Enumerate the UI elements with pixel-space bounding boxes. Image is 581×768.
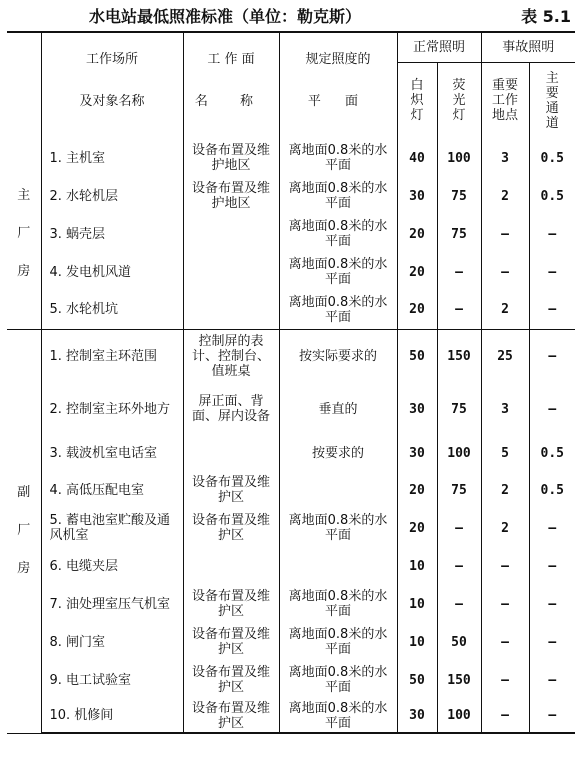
header-path-text: 主要通道 — [545, 70, 559, 131]
header-key-point — [481, 62, 529, 139]
path-cell: — — [529, 215, 575, 253]
path-cell: 0.5 — [529, 177, 575, 215]
plane-cell — [279, 471, 397, 509]
path-cell: — — [529, 329, 575, 383]
face-cell — [183, 547, 279, 585]
header-incand-text: 白炽灯 — [410, 78, 424, 124]
fluor-cell: 100 — [437, 435, 481, 471]
fluor-cell: 75 — [437, 471, 481, 509]
header-face — [183, 32, 279, 139]
plane-cell: 垂直的 — [279, 383, 397, 435]
incand-cell: 30 — [397, 177, 437, 215]
fluor-cell: — — [437, 291, 481, 329]
item-cell: 10. 机修间 — [41, 699, 183, 733]
key-cell: — — [481, 215, 529, 253]
plane-cell: 离地面0.8米的水平面 — [279, 509, 397, 547]
table-row — [7, 435, 575, 471]
plane-cell: 离地面0.8米的水平面 — [279, 661, 397, 699]
fluor-cell: 100 — [437, 699, 481, 733]
key-cell: 5 — [481, 435, 529, 471]
table-body — [7, 139, 575, 733]
key-cell: 3 — [481, 139, 529, 177]
plane-cell: 离地面0.8米的水平面 — [279, 139, 397, 177]
fluor-cell: 75 — [437, 383, 481, 435]
table-row — [7, 509, 575, 547]
illumination-table — [7, 31, 575, 734]
item-cell: 2. 水轮机层 — [41, 177, 183, 215]
path-cell: — — [529, 509, 575, 547]
incand-cell: 10 — [397, 623, 437, 661]
item-cell: 2. 控制室主环外地方 — [41, 383, 183, 435]
face-cell: 控制屏的表计、控制台、值班桌 — [183, 329, 279, 383]
header-place-line1: 工作场所 — [85, 52, 138, 67]
fluor-cell: 75 — [437, 177, 481, 215]
key-cell: — — [481, 661, 529, 699]
header-emergency: 事故照明 — [481, 32, 575, 62]
key-cell: — — [481, 253, 529, 291]
table-number: 表 5.1 — [521, 7, 571, 26]
incand-cell: 30 — [397, 699, 437, 733]
face-cell: 设备布置及维护区 — [183, 471, 279, 509]
path-cell: — — [529, 383, 575, 435]
table-row — [7, 471, 575, 509]
incand-cell: 50 — [397, 329, 437, 383]
face-cell — [183, 291, 279, 329]
table-row — [7, 291, 575, 329]
item-cell: 4. 发电机风道 — [41, 253, 183, 291]
plane-cell: 离地面0.8米的水平面 — [279, 585, 397, 623]
table-row — [7, 139, 575, 177]
header-incand — [397, 62, 437, 139]
key-cell: — — [481, 623, 529, 661]
item-cell: 3. 载波机室电话室 — [41, 435, 183, 471]
item-cell: 1. 主机室 — [41, 139, 183, 177]
face-cell: 设备布置及维护区 — [183, 699, 279, 733]
table-row — [7, 623, 575, 661]
table-row — [7, 253, 575, 291]
path-cell: — — [529, 661, 575, 699]
table-row — [7, 547, 575, 585]
key-cell: — — [481, 699, 529, 733]
key-cell: 2 — [481, 291, 529, 329]
table-row — [7, 177, 575, 215]
face-cell: 屏正面、背面、屏内设备 — [183, 383, 279, 435]
incand-cell: 20 — [397, 509, 437, 547]
face-cell: 设备布置及维护区 — [183, 585, 279, 623]
section-name: 副厂房 — [17, 485, 31, 576]
header-fluor — [437, 62, 481, 139]
fluor-cell: 100 — [437, 139, 481, 177]
incand-cell: 50 — [397, 661, 437, 699]
item-cell: 5. 蓄电池室贮酸及通风机室 — [41, 509, 183, 547]
section-name: 主厂房 — [17, 187, 31, 279]
fluor-cell: 75 — [437, 215, 481, 253]
face-cell: 设备布置及维护地区 — [183, 139, 279, 177]
key-cell: 25 — [481, 329, 529, 383]
key-cell: — — [481, 547, 529, 585]
header-fluor-text: 荧光灯 — [452, 78, 466, 124]
item-cell: 8. 闸门室 — [41, 623, 183, 661]
key-cell: — — [481, 585, 529, 623]
incand-cell: 20 — [397, 215, 437, 253]
face-cell — [183, 215, 279, 253]
path-cell: — — [529, 291, 575, 329]
table-row — [7, 699, 575, 733]
incand-cell: 20 — [397, 471, 437, 509]
header-spec-line1: 规定照度的 — [305, 52, 371, 67]
header-blank — [7, 32, 41, 139]
header-face-line2: 名 称 — [194, 94, 268, 109]
incand-cell: 20 — [397, 253, 437, 291]
header-spec-line2: 平 面 — [307, 94, 369, 109]
incand-cell: 30 — [397, 383, 437, 435]
key-cell: 2 — [481, 177, 529, 215]
fluor-cell: — — [437, 585, 481, 623]
face-cell — [183, 435, 279, 471]
path-cell: 0.5 — [529, 139, 575, 177]
fluor-cell: — — [437, 509, 481, 547]
header-place — [41, 32, 183, 139]
plane-cell: 按实际要求的 — [279, 329, 397, 383]
incand-cell: 30 — [397, 435, 437, 471]
plane-cell: 离地面0.8米的水平面 — [279, 623, 397, 661]
section-label — [7, 139, 41, 329]
face-cell: 设备布置及维护区 — [183, 623, 279, 661]
item-cell: 7. 油处理室压气机室 — [41, 585, 183, 623]
item-cell: 4. 高低压配电室 — [41, 471, 183, 509]
plane-cell: 离地面0.8米的水平面 — [279, 177, 397, 215]
plane-cell: 离地面0.8米的水平面 — [279, 253, 397, 291]
header-spec — [279, 32, 397, 139]
table-title: 水电站最低照准标准（单位：勒克斯） — [88, 7, 361, 26]
table-row — [7, 329, 575, 383]
fluor-cell: — — [437, 547, 481, 585]
fluor-cell: 150 — [437, 329, 481, 383]
face-cell: 设备布置及维护地区 — [183, 177, 279, 215]
path-cell: — — [529, 253, 575, 291]
key-cell: 3 — [481, 383, 529, 435]
fluor-cell: 150 — [437, 661, 481, 699]
incand-cell: 20 — [397, 291, 437, 329]
item-cell: 6. 电缆夹层 — [41, 547, 183, 585]
fluor-cell: — — [437, 253, 481, 291]
item-cell: 9. 电工试验室 — [41, 661, 183, 699]
table-row — [7, 585, 575, 623]
incand-cell: 10 — [397, 585, 437, 623]
incand-cell: 10 — [397, 547, 437, 585]
plane-cell — [279, 547, 397, 585]
plane-cell: 离地面0.8米的水平面 — [279, 699, 397, 733]
plane-cell: 离地面0.8米的水平面 — [279, 291, 397, 329]
header-face-line1: 工 作 面 — [207, 52, 255, 67]
table-row — [7, 383, 575, 435]
fluor-cell: 50 — [437, 623, 481, 661]
face-cell: 设备布置及维护区 — [183, 661, 279, 699]
path-cell: 0.5 — [529, 435, 575, 471]
face-cell: 设备布置及维护区 — [183, 509, 279, 547]
item-cell: 5. 水轮机坑 — [41, 291, 183, 329]
face-cell — [183, 253, 279, 291]
plane-cell: 离地面0.8米的水平面 — [279, 215, 397, 253]
path-cell: — — [529, 699, 575, 733]
path-cell: — — [529, 585, 575, 623]
table-row — [7, 661, 575, 699]
incand-cell: 40 — [397, 139, 437, 177]
item-cell: 3. 蜗壳层 — [41, 215, 183, 253]
key-cell: 2 — [481, 471, 529, 509]
key-cell: 2 — [481, 509, 529, 547]
path-cell: — — [529, 547, 575, 585]
table-row — [7, 215, 575, 253]
header-normal: 正常照明 — [397, 32, 481, 62]
path-cell: — — [529, 623, 575, 661]
plane-cell: 按要求的 — [279, 435, 397, 471]
path-cell: 0.5 — [529, 471, 575, 509]
section-label — [7, 329, 41, 733]
item-cell: 1. 控制室主环范围 — [41, 329, 183, 383]
header-place-line2: 及对象名称 — [79, 94, 145, 109]
header-key-text: 重要工作地点 — [492, 78, 519, 124]
header-main-path — [529, 62, 575, 139]
